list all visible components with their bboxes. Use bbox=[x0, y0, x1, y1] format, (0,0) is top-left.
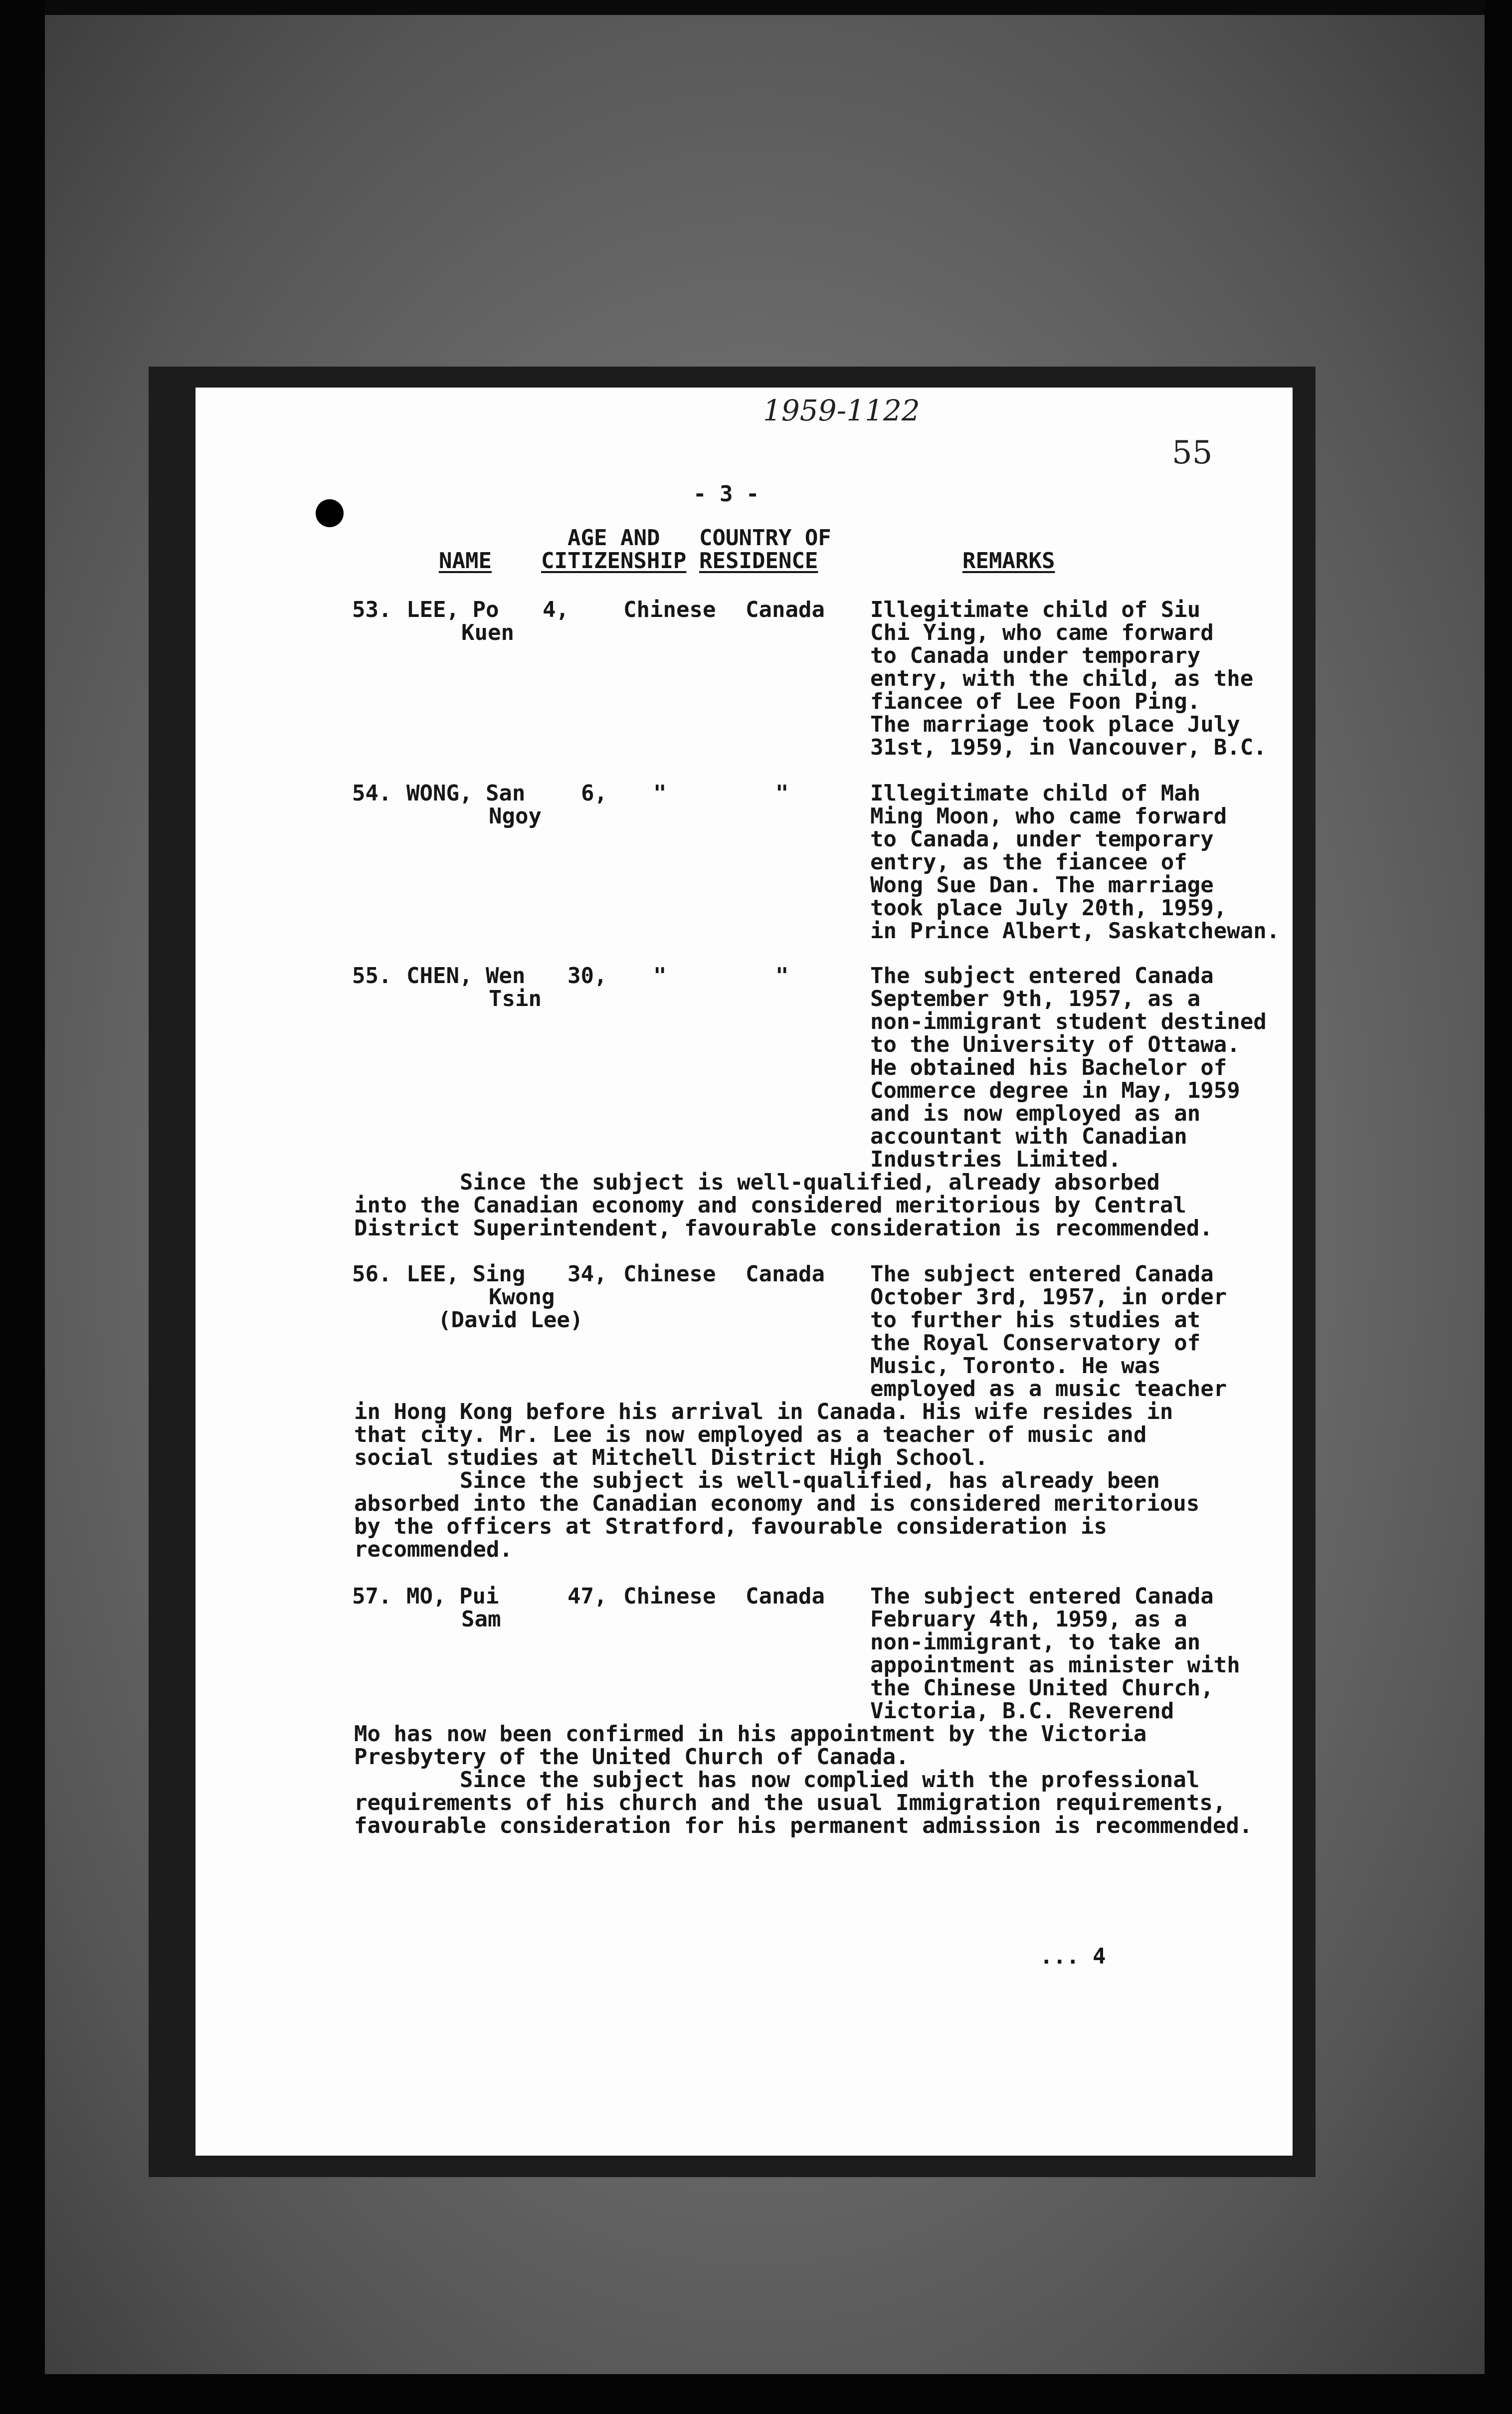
entry-remarks-line: September 9th, 1957, as a bbox=[870, 986, 1201, 1011]
entry-number: 53. bbox=[352, 597, 392, 622]
entry-name-line2: Ngoy bbox=[489, 804, 542, 829]
entry-age: 30, bbox=[567, 963, 607, 989]
entry-citizenship: Chinese bbox=[623, 1261, 716, 1287]
entry-remarks-line: and is now employed as an bbox=[870, 1101, 1201, 1126]
entry-residence: Canada bbox=[746, 1261, 825, 1287]
header-remarks: REMARKS bbox=[962, 548, 1055, 574]
entry-remarks-line: 31st, 1959, in Vancouver, B.C. bbox=[870, 735, 1267, 760]
entry-paragraph-line: Presbytery of the United Church of Canada. bbox=[354, 1744, 909, 1770]
entry-paragraph-line: District Superintendent, favourable consideration is recommended. bbox=[354, 1215, 1213, 1241]
entry-remarks-line: in Prince Albert, Saskatchewan. bbox=[870, 918, 1280, 944]
entry-remarks-line: employed as a music teacher bbox=[870, 1376, 1227, 1402]
entry-remarks-line: took place July 20th, 1959, bbox=[870, 895, 1227, 921]
entry-remarks-line: Victoria, B.C. Reverend bbox=[870, 1698, 1174, 1724]
entry-remarks-line: Music, Toronto. He was bbox=[870, 1353, 1161, 1379]
entry-citizenship: Chinese bbox=[623, 1584, 716, 1609]
entry-remarks-line: February 4th, 1959, as a bbox=[870, 1607, 1187, 1632]
header-country-line2: RESIDENCE bbox=[699, 548, 818, 574]
entry-paragraph-line: social studies at Mitchell District High School. bbox=[354, 1445, 988, 1470]
entry-name-line2: Kuen bbox=[461, 620, 514, 645]
entry-number: 57. bbox=[352, 1584, 392, 1609]
entry-name-line1: LEE, Po bbox=[406, 597, 499, 622]
entry-paragraph-line: Since the subject is well-qualified, has already been bbox=[354, 1468, 1160, 1493]
entry-paragraph-line: recommended. bbox=[354, 1537, 513, 1562]
entry-remarks-line: The marriage took place July bbox=[870, 712, 1240, 737]
entry-remarks-line: The subject entered Canada bbox=[870, 1584, 1214, 1609]
entry-paragraph-line: Mo has now been confirmed in his appointment by the Victoria bbox=[354, 1721, 1147, 1747]
entry-citizenship-ditto: " bbox=[653, 963, 667, 989]
entry-paragraph-line: Since the subject has now complied with the professional bbox=[354, 1767, 1200, 1793]
folio-number: 55 bbox=[1172, 434, 1213, 471]
entry-name-line1: LEE, Sing bbox=[406, 1261, 526, 1287]
header-age-line1: AGE AND bbox=[567, 525, 660, 551]
entry-name-line1: WONG, San bbox=[406, 781, 526, 806]
entry-paragraph-line: that city. Mr. Lee is now employed as a teacher of music and bbox=[354, 1422, 1147, 1447]
entry-remarks-line: Ming Moon, who came forward bbox=[870, 804, 1227, 829]
film-edge-right bbox=[1485, 0, 1512, 2414]
entry-age: 34, bbox=[567, 1261, 607, 1287]
entry-residence-ditto: " bbox=[775, 781, 789, 806]
entry-remarks-line: entry, with the child, as the bbox=[870, 666, 1254, 691]
header-country-line1: COUNTRY OF bbox=[699, 525, 831, 551]
entry-remarks-line: entry, as the fiancee of bbox=[870, 849, 1187, 875]
entry-residence: Canada bbox=[746, 597, 825, 622]
entry-name-line3: (David Lee) bbox=[438, 1307, 583, 1333]
handwritten-reference: 1959-1122 bbox=[763, 394, 920, 427]
film-edge-top bbox=[0, 0, 1512, 15]
entry-name-line1: MO, Pui bbox=[406, 1584, 499, 1609]
entry-paragraph-line: favourable consideration for his permanent admission is recommended. bbox=[354, 1813, 1253, 1838]
header-name: NAME bbox=[439, 548, 492, 574]
entry-remarks-line: non-immigrant, to take an bbox=[870, 1629, 1201, 1655]
entry-residence: Canada bbox=[746, 1584, 825, 1609]
entry-citizenship: Chinese bbox=[623, 597, 716, 622]
entry-paragraph-line: in Hong Kong before his arrival in Canada. His wife resides in bbox=[354, 1399, 1173, 1424]
entry-remarks-line: Wong Sue Dan. The marriage bbox=[870, 872, 1214, 898]
entry-age: 6, bbox=[581, 781, 607, 806]
entry-remarks-line: appointment as minister with bbox=[870, 1652, 1240, 1678]
entry-remarks-line: The subject entered Canada bbox=[870, 1261, 1214, 1287]
entry-remarks-line: to Canada, under temporary bbox=[870, 826, 1214, 852]
entry-remarks-line: Commerce degree in May, 1959 bbox=[870, 1078, 1240, 1103]
entry-remarks-line: the Chinese United Church, bbox=[870, 1675, 1214, 1701]
entry-paragraph-line: requirements of his church and the usual Immigration requirements, bbox=[354, 1790, 1226, 1815]
film-edge-left bbox=[0, 0, 45, 2414]
entry-paragraph-line: by the officers at Stratford, favourable consideration is bbox=[354, 1514, 1107, 1539]
page-marker: - 3 - bbox=[693, 481, 759, 507]
entry-remarks-line: to Canada under temporary bbox=[870, 643, 1201, 668]
entry-remarks-line: non-immigrant student destined bbox=[870, 1009, 1267, 1034]
entry-age: 4, bbox=[543, 597, 569, 622]
punch-hole bbox=[316, 499, 344, 527]
entry-paragraph-line: Since the subject is well-qualified, already absorbed bbox=[354, 1170, 1160, 1195]
entry-paragraph-line: absorbed into the Canadian economy and is considered meritorious bbox=[354, 1491, 1200, 1516]
entry-remarks-line: to further his studies at bbox=[870, 1307, 1201, 1333]
entry-name-line2: Tsin bbox=[489, 986, 542, 1011]
entry-remarks-line: He obtained his Bachelor of bbox=[870, 1055, 1227, 1080]
entry-name-line2: Kwong bbox=[489, 1284, 555, 1310]
entry-number: 55. bbox=[352, 963, 392, 989]
entry-remarks-line: Illegitimate child of Siu bbox=[870, 597, 1201, 622]
entry-name-line1: CHEN, Wen bbox=[406, 963, 526, 989]
entry-citizenship-ditto: " bbox=[653, 781, 667, 806]
entry-number: 54. bbox=[352, 781, 392, 806]
continuation-marker: ... 4 bbox=[1040, 1944, 1106, 1969]
entry-residence-ditto: " bbox=[775, 963, 789, 989]
entry-remarks-line: Chi Ying, who came forward bbox=[870, 620, 1214, 645]
entry-age: 47, bbox=[567, 1584, 607, 1609]
entry-remarks-line: to the University of Ottawa. bbox=[870, 1032, 1240, 1057]
entry-remarks-line: the Royal Conservatory of bbox=[870, 1330, 1201, 1356]
entry-remarks-line: The subject entered Canada bbox=[870, 963, 1214, 989]
entry-remarks-line: Industries Limited. bbox=[870, 1147, 1122, 1172]
entry-paragraph-line: into the Canadian economy and considered meritorious by Central bbox=[354, 1193, 1186, 1218]
entry-remarks-line: October 3rd, 1957, in order bbox=[870, 1284, 1227, 1310]
entry-remarks-line: accountant with Canadian bbox=[870, 1124, 1187, 1149]
entry-remarks-line: fiancee of Lee Foon Ping. bbox=[870, 689, 1201, 714]
entry-name-line2: Sam bbox=[461, 1607, 501, 1632]
entry-number: 56. bbox=[352, 1261, 392, 1287]
film-edge-bottom bbox=[0, 2374, 1512, 2414]
header-age-line2: CITIZENSHIP bbox=[541, 548, 687, 574]
entry-remarks-line: Illegitimate child of Mah bbox=[870, 781, 1201, 806]
